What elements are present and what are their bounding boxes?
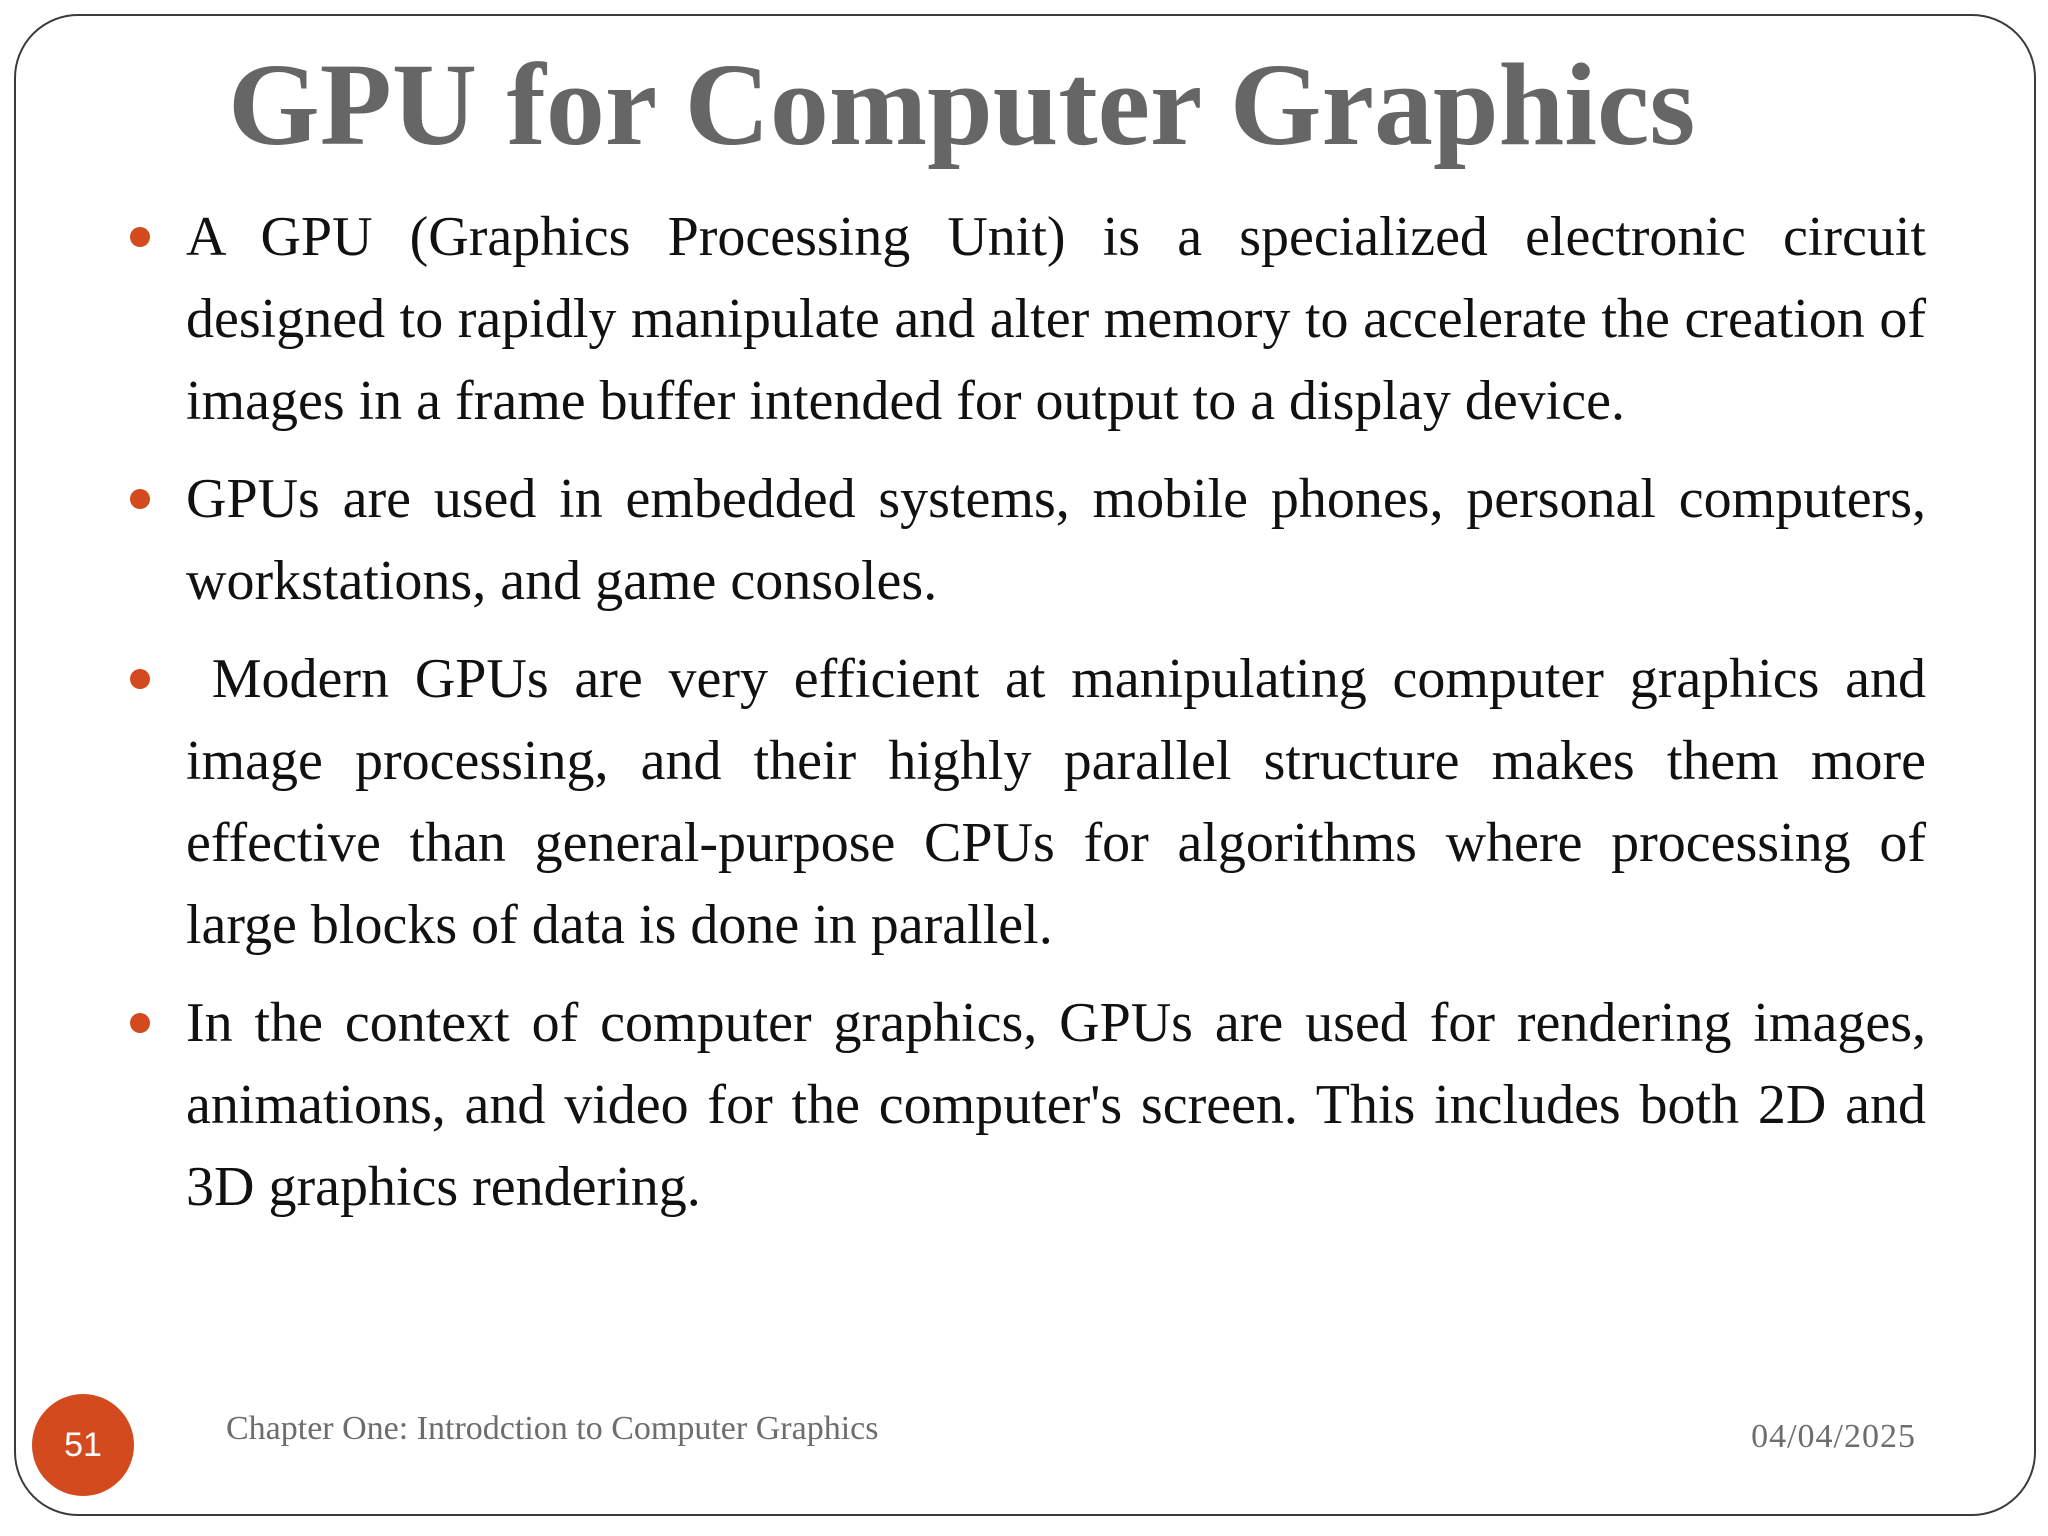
bullet-dot-icon bbox=[130, 669, 150, 689]
bullet-dot-icon bbox=[130, 227, 150, 247]
page-number: 51 bbox=[64, 1425, 102, 1464]
page-number-badge bbox=[32, 1394, 134, 1496]
bullet-dot-icon bbox=[130, 489, 150, 509]
bullet-item bbox=[186, 458, 1926, 622]
bullet-text: In the context of computer graphics, GPUs are used for rendering images, animations, and video for the computer's screen. This includes both 2D and 3D graphics rendering. bbox=[186, 992, 1926, 1218]
bullet-item bbox=[186, 638, 1941, 966]
footer-date: 04/04/2025 bbox=[1751, 1418, 1916, 1455]
bullet-item bbox=[186, 196, 1926, 442]
slide-title: GPU for Computer Graphics bbox=[228, 39, 1696, 170]
footer-chapter: Chapter One: Introdction to Computer Graphics bbox=[226, 1410, 879, 1447]
bullet-text: Modern GPUs are very efficient at manipulating computer graphics and image processing, and their highly parallel structure makes them more effective than general-purpose CPUs for algorithms where processing of large blocks of data is done in parallel. bbox=[186, 648, 1941, 956]
bullet-item bbox=[186, 982, 1926, 1228]
bullet-text: A GPU (Graphics Processing Unit) is a specialized electronic circuit designed to rapidly manipulate and alter memory to accelerate the creation of images in a frame buffer intended for output to a display device. bbox=[186, 206, 1926, 432]
bullet-dot-icon bbox=[130, 1013, 150, 1033]
bullet-list bbox=[186, 196, 1941, 1244]
bullet-text: GPUs are used in embedded systems, mobile phones, personal computers, workstations, and game consoles. bbox=[186, 468, 1926, 612]
